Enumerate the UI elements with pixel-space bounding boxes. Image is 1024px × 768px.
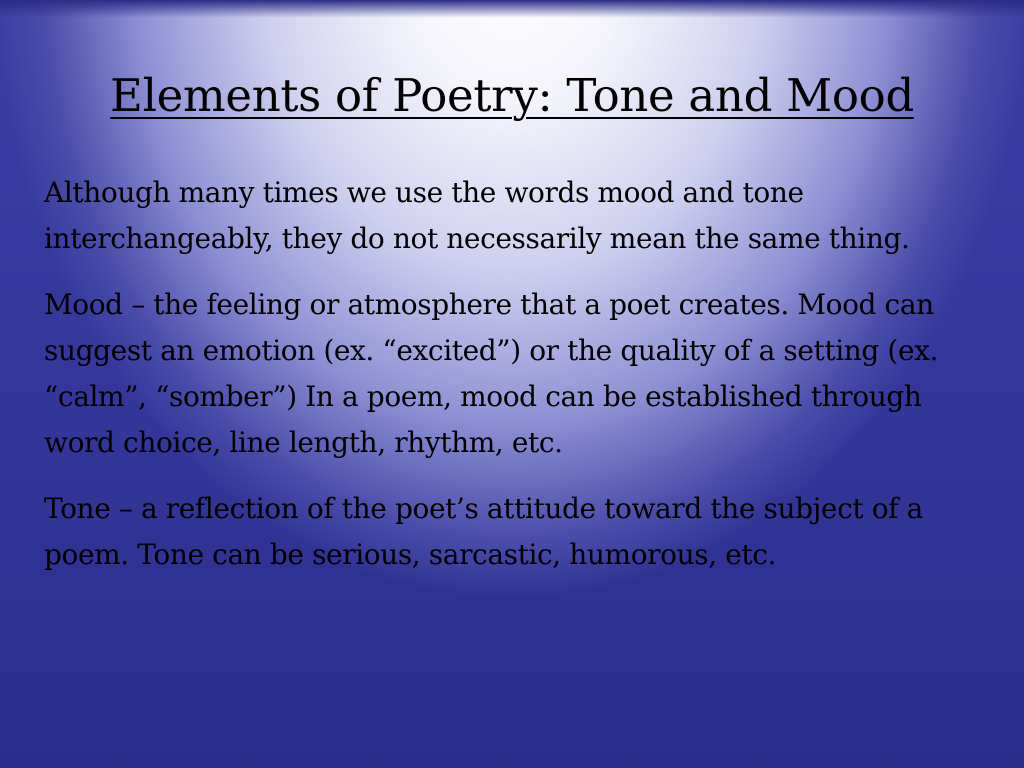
slide-title: Elements of Poetry: Tone and Mood bbox=[110, 69, 914, 122]
slide-body bbox=[44, 170, 984, 598]
paragraph-mood: Mood – the feeling or atmosphere that a poet creates. Mood can suggest an emotion (ex. “excited”) or the quality of a setting (ex. “calm”, “somber”) In a poem, mood can be established through word choice, line length, rhythm, etc. bbox=[44, 288, 939, 459]
paragraph-intro: Although many times we use the words mood and tone interchangeably, they do not necessarily mean the same thing. bbox=[44, 176, 910, 255]
paragraph-tone: Tone – a reflection of the poet’s attitude toward the subject of a poem. Tone can be serious, sarcastic, humorous, etc. bbox=[44, 492, 923, 571]
